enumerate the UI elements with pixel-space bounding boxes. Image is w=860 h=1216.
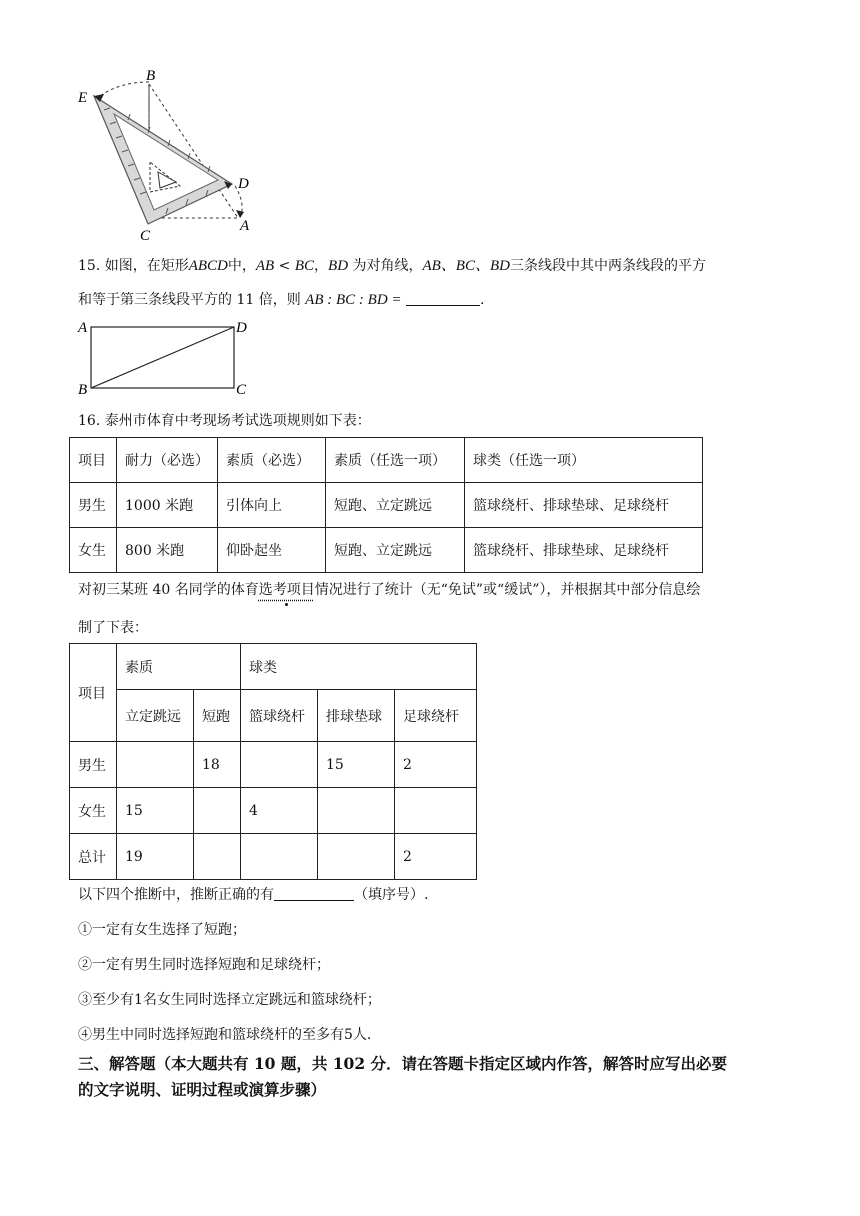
q16-number: 16.	[78, 413, 101, 429]
table-row	[70, 834, 477, 880]
rules-header-cell: 耐力（必选）	[117, 438, 218, 483]
rules-cell: 短跑、立定跳远	[326, 483, 465, 528]
q15-bc: BC	[294, 258, 315, 274]
stats-sub-header: 足球绕杆	[395, 690, 477, 742]
section3-heading-line1: 三、解答题（本大题共有 10 题，共 102 分．请在答题卡指定区域内作答，解答时应写出必要	[78, 1054, 728, 1073]
stats-cell: 4	[241, 788, 318, 834]
stats-cell: 2	[395, 834, 477, 880]
stats-row-label: 总计	[70, 834, 117, 880]
q16-stat-line1	[78, 580, 700, 600]
stats-row-label: 男生	[70, 742, 117, 788]
rules-header-cell: 素质（必选）	[218, 438, 326, 483]
rules-cell: 篮球绕杆、排球垫球、足球绕杆	[465, 528, 703, 573]
stats-table	[69, 643, 477, 880]
q16-answer-blank[interactable]	[274, 886, 354, 901]
rules-cell: 篮球绕杆、排球垫球、足球绕杆	[465, 483, 703, 528]
q15-ab: AB	[255, 258, 275, 274]
stats-cell: 15	[117, 788, 194, 834]
q16-option-4: ④男生中同时选择短跑和篮球绕杆的至多有5人.	[78, 1027, 372, 1043]
q15-bd: BD	[328, 258, 349, 274]
stats-table-group-row	[70, 644, 477, 690]
rules-cell: 男生	[70, 483, 117, 528]
q16-option-3: ③至少有1名女生同时选择立定跳远和篮球绕杆；	[78, 992, 381, 1008]
stats-cell	[194, 788, 241, 834]
q16-intro	[78, 411, 371, 431]
rules-cell: 女生	[70, 528, 117, 573]
stats-cell	[241, 834, 318, 880]
rules-header-cell: 球类（任选一项）	[465, 438, 703, 483]
q16-stat-dotted: 选考项目	[258, 582, 315, 598]
stats-cell: 19	[117, 834, 194, 880]
table-row	[70, 483, 703, 528]
stats-cell: 2	[395, 742, 477, 788]
stats-table-sub-row	[70, 690, 477, 742]
q15-ratio: AB : BC : BD =	[305, 292, 402, 308]
q15-rect: ABCD	[188, 258, 228, 274]
rules-header-cell: 项目	[70, 438, 117, 483]
stats-cell	[395, 788, 477, 834]
q15-text-a: 如图，在矩形	[104, 258, 189, 274]
rules-cell: 800 米跑	[117, 528, 218, 573]
q15-text-e: 三条线段中其中两条线段的平方	[509, 258, 706, 274]
q16-stat-a: 对初三某班 40 名同学的体育	[78, 582, 259, 598]
rules-cell: 短跑、立定跳远	[326, 528, 465, 573]
rules-header-cell: 素质（任选一项）	[326, 438, 465, 483]
q16-option-2: ②一定有男生同时选择短跑和足球绕杆；	[78, 957, 330, 973]
point-label-b: B	[146, 68, 156, 84]
rect-label-b: B	[78, 382, 88, 398]
q16-prompt-b: （填序号）.	[354, 887, 429, 903]
q15-comma: ，	[314, 258, 329, 274]
point-label-d: D	[238, 176, 249, 192]
rect-label-d: D	[236, 320, 247, 336]
table-row	[70, 788, 477, 834]
point-label-c: C	[140, 228, 151, 244]
stats-cell	[241, 742, 318, 788]
stats-sub-header: 短跑	[194, 690, 241, 742]
stats-cell	[194, 834, 241, 880]
rules-cell: 引体向上	[218, 483, 326, 528]
stats-cell	[117, 742, 194, 788]
q15-line1	[78, 256, 706, 276]
stats-row-header: 项目	[70, 644, 117, 742]
q16-stat-b: 情况进行了统计（无“免试”或“缓试”），并根据其中部分信息绘	[314, 582, 701, 598]
q16-option-1: ①一定有女生选择了短跑；	[78, 922, 246, 938]
q15-answer-blank[interactable]	[406, 291, 480, 306]
q16-intro-text: 泰州市体育中考现场考试选项规则如下表：	[104, 413, 371, 429]
stats-sub-header: 立定跳远	[117, 690, 194, 742]
table-row	[70, 742, 477, 788]
stats-sub-header: 篮球绕杆	[241, 690, 318, 742]
stats-row-label: 女生	[70, 788, 117, 834]
q15-lt: <	[278, 258, 291, 274]
rules-table	[69, 437, 703, 573]
q15-segments: AB、BC、BD	[422, 258, 510, 274]
stats-cell	[318, 788, 395, 834]
stats-cell: 18	[194, 742, 241, 788]
table-row	[70, 528, 703, 573]
stats-cell	[318, 834, 395, 880]
rect-label-c: C	[236, 382, 247, 398]
stats-group-ball: 球类	[241, 644, 477, 690]
point-label-a: A	[240, 218, 250, 234]
q16-stat-line2	[78, 618, 148, 638]
q15-number: 15.	[78, 258, 101, 274]
rectangle-figure	[74, 316, 264, 400]
rules-table-header	[70, 438, 703, 483]
stats-sub-header: 排球垫球	[318, 690, 395, 742]
q15-line2	[78, 290, 484, 310]
rect-label-a: A	[78, 320, 88, 336]
q15-text-c: 为对角线，	[352, 258, 423, 274]
point-label-e: E	[78, 90, 88, 106]
q16-prompt-a: 以下四个推断中，推断正确的有	[78, 887, 274, 903]
q15-text-line2: 和等于第三条线段平方的 11 倍，则	[78, 292, 301, 308]
rules-cell: 1000 米跑	[117, 483, 218, 528]
stats-cell: 15	[318, 742, 395, 788]
rules-cell: 仰卧起坐	[218, 528, 326, 573]
triangle-rotation-figure	[70, 64, 270, 244]
section3-heading-line2: 的文字说明、证明过程或演算步骤）	[78, 1080, 327, 1099]
q16-prompt	[78, 885, 428, 905]
q15-end: .	[479, 292, 485, 308]
q16-stat-emphasis	[259, 582, 315, 598]
q16-stat-line2-text: 制了下表：	[78, 620, 148, 636]
stats-group-quality: 素质	[117, 644, 241, 690]
q15-text-b: 中，	[227, 258, 256, 274]
